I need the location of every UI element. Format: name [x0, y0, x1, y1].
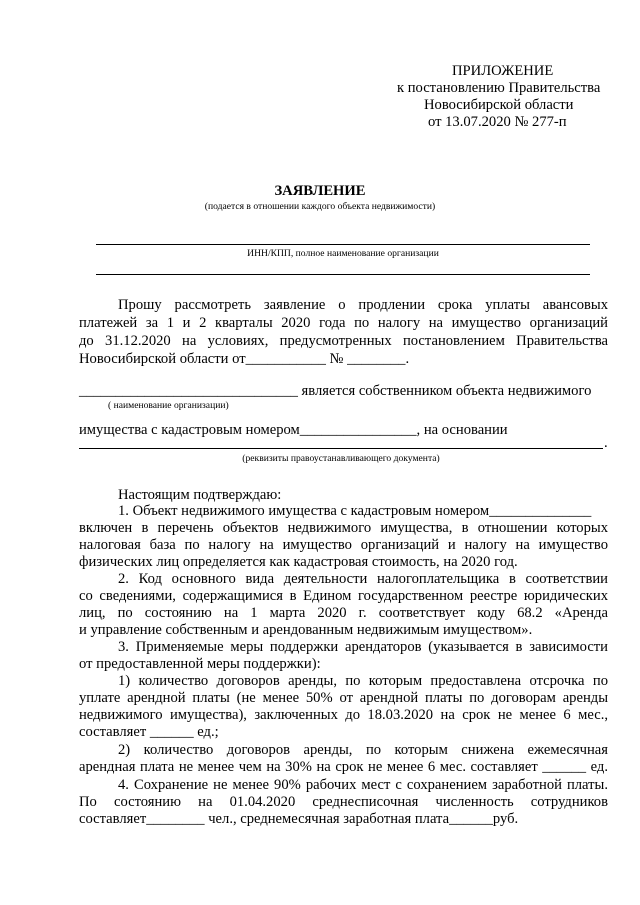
request-line-3: до 31.12.2020 на условиях, предусмотренных постановлением Правительства [79, 333, 608, 349]
p1-line-4: физических лиц определяется как кадастровая стоимость, на 2020 год. [79, 554, 518, 570]
p3-1-line-1: 1) количество договоров аренды, по которым предоставлена отсрочка по [118, 673, 608, 689]
owner-caption: ( наименование организации) [108, 400, 229, 411]
cadastral-line: имущества с кадастровым номером________________, на основании [79, 422, 508, 438]
document-title: ЗАЯВЛЕНИЕ [274, 183, 366, 199]
p1-line-3: налоговая база по налогу на имущество организаций и налогу на имущество [79, 537, 608, 553]
org-caption: ИНН/КПП, полное наименование организации [247, 248, 439, 259]
p1-line-2: включен в перечень объектов недвижимого имущества, в отношении которых [79, 520, 608, 536]
p3-line-1: 3. Применяемые меры поддержки арендаторов (указывается в зависимости [118, 639, 608, 655]
header-line-4: от 13.07.2020 № 277-п [428, 114, 567, 130]
p4-line-3: составляет________ чел., среднемесячная заработная плата______руб. [79, 811, 519, 827]
org-blank-line-1 [96, 244, 590, 245]
period-mark: . [604, 435, 608, 451]
p2-line-3: лиц, по состоянию на 1 марта 2020 г. соответствует коду 68.2 «Аренда [79, 605, 608, 621]
p4-line-1: 4. Сохранение не менее 90% рабочих мест с сохранением заработной платы. [118, 777, 608, 793]
confirm-intro: Настоящим подтверждаю: [118, 487, 282, 503]
p3-2-line-2: арендная плата не менее чем на 30% на срок не менее 6 мес. составляет ______ ед. [79, 759, 608, 775]
p2-line-2: со сведениями, содержащимися в Едином государственном реестре юридических [79, 588, 608, 604]
header-line-2: к постановлению Правительства [397, 80, 601, 96]
p2-line-4: и управление собственным и арендованным недвижимым имуществом». [79, 622, 533, 638]
p3-2-line-1: 2) количество договоров аренды, по которым снижена ежемесячная [118, 742, 608, 758]
owner-line: ______________________________ является собственником объекта недвижимого [79, 383, 592, 399]
request-line-1: Прошу рассмотреть заявление о продлении срока уплаты авансовых [118, 297, 608, 313]
document-blank-line [79, 448, 603, 449]
p3-1-line-4: составляет ______ ед.; [79, 724, 219, 740]
document-caption: (реквизиты правоустанавливающего документа) [242, 453, 440, 464]
document-subtitle: (подается в отношении каждого объекта недвижимости) [204, 201, 436, 212]
p4-line-2: По состоянию на 01.04.2020 среднесписочная численность сотрудников [79, 794, 608, 810]
p3-1-line-2: уплате арендной платы (не менее 50% от арендной платы по договорам аренды [79, 690, 608, 706]
p1-line-1: 1. Объект недвижимого имущества с кадастровым номером______________ [118, 503, 592, 519]
header-line-3: Новосибирской области [424, 97, 574, 113]
p3-1-line-3: недвижимого имущества), заключенных до 18.03.2020 на срок не менее 6 мес., [79, 707, 608, 723]
header-line-1: ПРИЛОЖЕНИЕ [452, 63, 554, 79]
request-line-4: Новосибирской области от___________ № ________. [79, 351, 410, 367]
org-blank-line-2 [96, 274, 590, 275]
p3-line-2: от предоставленной меры поддержки): [79, 656, 321, 672]
request-line-2: платежей за 1 и 2 кварталы 2020 года по налогу на имущество организаций [79, 315, 608, 331]
p2-line-1: 2. Код основного вида деятельности налогоплательщика в соответствии [118, 571, 608, 587]
